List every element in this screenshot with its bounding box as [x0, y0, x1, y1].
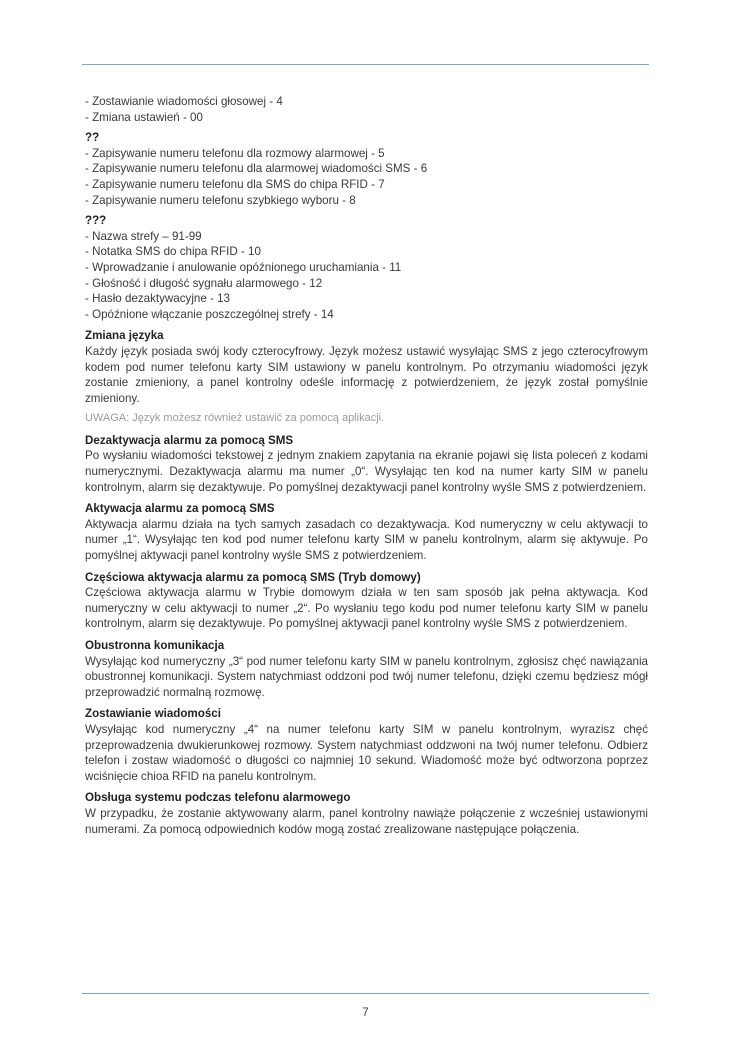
list-item: - Zapisywanie numeru telefonu dla rozmowy alarmowej - 5 [85, 146, 385, 160]
section-heading: Obsługa systemu podczas telefonu alarmowego [85, 791, 351, 805]
list-item: - Zmiana ustawień - 00 [85, 110, 203, 124]
section-heading: Zostawianie wiadomości [85, 707, 221, 721]
page-number: 7 [362, 1007, 369, 1019]
footer-divider [82, 993, 649, 994]
query-marker-double: ?? [85, 131, 100, 145]
section-sms-activation [85, 501, 648, 563]
section-heading: Częściowa aktywacja alarmu za pomocą SMS (Tryb domowy) [85, 570, 421, 584]
section-heading: Dezaktywacja alarmu za pomocą SMS [85, 433, 294, 447]
section-alarm-call-handling [85, 790, 648, 837]
list-item: - Hasło dezaktywacyjne - 13 [85, 292, 230, 306]
section-heading: Zmiana języka [85, 329, 164, 343]
list-item: - Zapisywanie numeru telefonu dla SMS do chipa RFID - 7 [85, 177, 385, 191]
list-item: - Głośność i długość sygnału alarmowego - 12 [85, 276, 323, 290]
section-paragraph: Aktywacja alarmu działa na tych samych zasadach co dezaktywacja. Kod numeryczny w celu aktywacji to numer „1“. Wysyłając ten kod pod numer telefonu karty SIM w panelu kontrolnym, alarm się aktywuje. Po pomyślnej aktywacji panel kontrolny wyśle SMS z potwierdzeniem. [85, 517, 648, 563]
header-divider [82, 64, 649, 65]
list-item: - Zapisywanie numeru telefonu dla alarmowej wiadomości SMS - 6 [85, 162, 428, 176]
section-paragraph: Po wysłaniu wiadomości tekstowej z jednym znakiem zapytania na ekranie pojawi się lista poleceń z kodami numerycznymi. Dezaktywacja alarmu ma numer „0“. Wysyłając ten kod na numer karty SIM w panelu kontrolnym, alarm się dezaktywuje. Po pomyślnej dezaktywacji panel kontrolny wyśle SMS z potwierdzeniem. [85, 449, 648, 494]
section-paragraph: Wysyłając kod numeryczny „3“ pod numer telefonu karty SIM w panelu kontrolnym, zgłosisz chęć nawiązania obustronnej komunikacji. System natychmiast oddzoni pod twój numer telefonu, dzięki czemu będziesz mógł przeprowadzić normalną rozmowę. [85, 654, 648, 699]
section-heading: Aktywacja alarmu za pomocą SMS [85, 502, 275, 516]
section-sms-deactivation [85, 433, 648, 495]
section-leaving-message [85, 706, 648, 784]
section-paragraph: Częściowa aktywacja alarmu w Trybie domowym działa w ten sam sposób jak pełna aktywacja. Kod numeryczny w celu aktywacji to numer „2“. Po wysłaniu tego kodu pod numer telefonu karty SIM w panelu kontrolnym, alarm się dezaktywuje. Po pomyślnej aktywacji panel kontrolny wyśle SMS z potwierdzeniem. [85, 586, 648, 631]
list-item: - Zostawianie wiadomości głosowej - 4 [85, 95, 283, 108]
list-item: - Zapisywanie numeru telefonu szybkiego wyboru - 8 [85, 193, 356, 207]
section-two-way-communication [85, 638, 648, 700]
code-list-triple-query [85, 229, 648, 323]
list-item: - Wprowadzanie i anulowanie opóźnionego uruchamiania - 11 [85, 260, 402, 274]
page-content [85, 94, 648, 837]
list-item: - Nazwa strefy – 91-99 [85, 229, 202, 243]
section-heading: Obustronna komunikacja [85, 639, 225, 652]
list-item: - Notatka SMS do chipa RFID - 10 [85, 245, 261, 259]
list-item: - Opóźnione włączanie poszczególnej strefy - 14 [85, 307, 334, 321]
section-paragraph: Każdy język posiada swój kody czterocyfrowy. Język możesz ustawić wysyłając SMS z jego czterocyfrowym kodem pod numer telefonu karty SIM ustawiony w panelu kontrolnym. Po otrzymaniu wiadomości język zostanie zmieniony, a panel kontrolny odeśle informację z potwierdzeniem, że język został pomyślnie zmieniony. [85, 344, 648, 405]
note-text: UWAGA: Język możesz również ustawić za pomocą aplikacji. [85, 412, 385, 425]
section-paragraph: Wysyłając kod numeryczny „4“ na numer telefonu karty SIM w panelu kontrolnym, wyrazisz chęć przeprowadzenia dwukierunkowej rozmowy. System natychmiast oddzwoni na twój numer telefonu. Odbierz telefon i zostaw wiadomość o długości co najmniej 10 sekund. Wiadomość może być odtworzona poprzez wciśnięcie chioa RFID na panelu kontrolnym. [85, 722, 648, 783]
code-list-double-query [85, 146, 648, 208]
section-partial-activation [85, 570, 648, 632]
section-paragraph: W przypadku, że zostanie aktywowany alarm, panel kontrolny nawiąże połączenie z wcześniej ustawionymi numerami. Za pomocą odpowiednich kodów mogą zostać zrealizowane następujące połączenia. [85, 806, 648, 836]
query-marker-triple: ??? [85, 214, 107, 228]
code-list-continued [85, 94, 648, 125]
section-language-change [85, 328, 648, 427]
